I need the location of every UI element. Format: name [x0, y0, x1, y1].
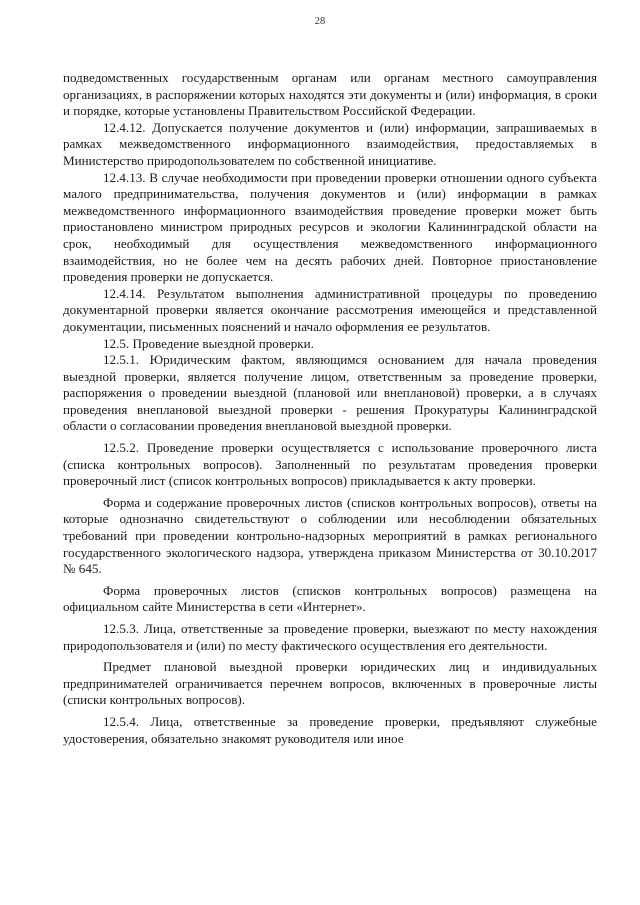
paragraph-continuation: подведомственных государственным органам или органам местного самоуправления организациях, в распоряжении которых находятся эти документы и (или) информация, в сроки и порядке, которые установлены Правительством Российской Федерации. — [63, 70, 597, 119]
section-heading-12-5: 12.5. Проведение выездной проверки. — [103, 335, 314, 351]
paragraph-12-5-4: 12.5.4. Лица, ответственные за проведение проверки, предъявляют служебные удостоверения, обязательно знакомят руководителя или иное — [63, 713, 597, 746]
page-number: 28 — [314, 16, 326, 27]
paragraph-12-4-14: 12.4.14. Результатом выполнения административной процедуры по проведению документарной проверки является окончание рассмотрения имеющейся и представленной документации, письменных пояснений и начало оформления ее результатов. — [63, 285, 597, 334]
paragraph-12-4-13: 12.4.13. В случае необходимости при проведении проверки отношении одного субъекта малого предпринимательства, получения документов и (или) информации в рамках межведомственного информационного взаимодействия проведение проверки может быть приостановлено министром природных ресурсов и экологии Калининградской области на срок, необходимый для осуществления межведомственного информационного взаимодействия, но не более чем на десять рабочих дней. Повторное приостановление проведения проверки не допускается. — [63, 169, 597, 285]
paragraph-checklist-published: Форма проверочных листов (списков контрольных вопросов) размещена на официальном сайте Министерства в сети «Интернет». — [63, 582, 597, 615]
paragraph-12-5-1: 12.5.1. Юридическим фактом, являющимся основанием для начала проведения выездной проверки, является получение лицом, ответственным за проведение проверки, распоряжения о проведении выездной (плановой или внеплановой) проверки, а в случаях проведения внеплановой выездной проверки - решения Прокуратуры Калининградской области о согласовании проведения внеплановой выездной проверки. — [63, 352, 597, 434]
paragraph-inspection-subject: Предмет плановой выездной проверки юридических лиц и индивидуальных предпринимателей ограничивается перечнем вопросов, включенных в проверочные листы (списки контрольных вопросов). — [63, 659, 597, 708]
paragraph-12-5-3: 12.5.3. Лица, ответственные за проведение проверки, выезжают по месту нахождения природопользователя и (или) по месту фактического осуществления его деятельности. — [63, 621, 597, 653]
paragraph-12-5-2: 12.5.2. Проведение проверки осуществляется с использование проверочного листа (списка контрольных вопросов). Заполненный по результатам проведения проверки проверочный лист (список контрольных вопросов) прикладывается к акту проверки. — [63, 440, 597, 489]
paragraph-checklist-form: Форма и содержание проверочных листов (списков контрольных вопросов), ответы на которые однозначно свидетельствуют о соблюдении или несоблюдении обязательных требований при проведении контрольно-надзорных мероприятий в рамках регионального государственного экологического надзора, утверждена приказом Министерства от 30.10.2017 № 645. — [63, 494, 597, 577]
document-body — [63, 70, 597, 747]
paragraph-12-4-12: 12.4.12. Допускается получение документов и (или) информации, запрашиваемых в рамках межведомственного информационного взаимодействия, предоставляемых в Министерство природопользователем по собственной инициативе. — [63, 119, 597, 168]
